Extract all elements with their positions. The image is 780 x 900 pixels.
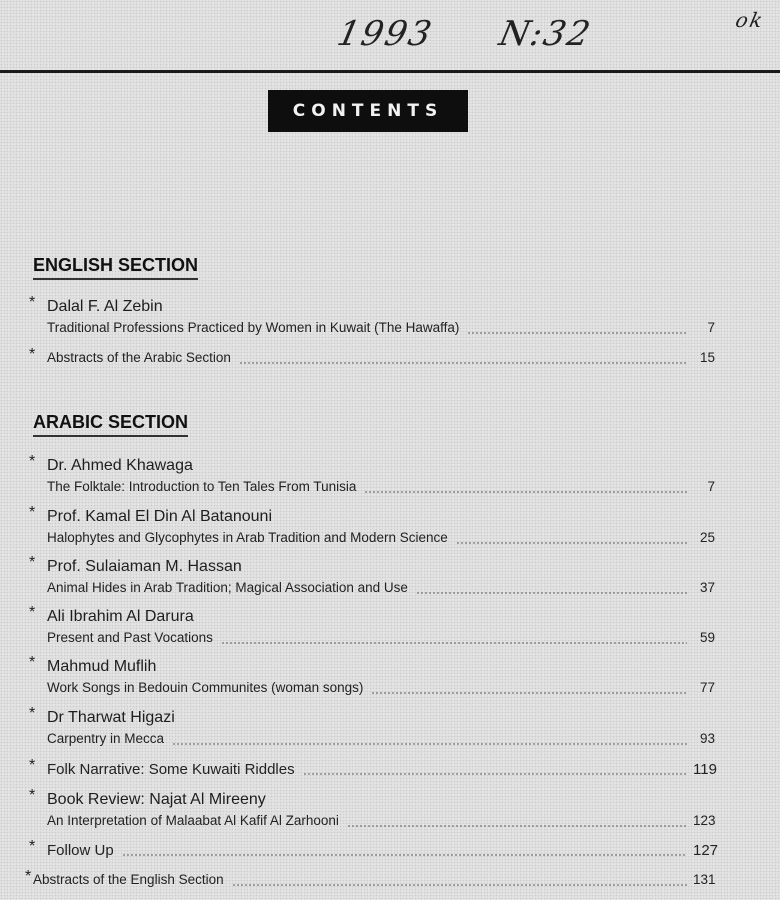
dot-leader [122,854,687,856]
entry-page: 127 [693,842,719,859]
entry-author: Dr. Ahmed Khawaga [47,457,193,474]
dot-leader [371,692,687,694]
entry-page: 119 [693,761,717,778]
entry-line [47,350,715,368]
entry-line [47,813,715,831]
dot-leader [172,743,687,745]
entry-author: Dalal F. Al Zebin [47,298,163,315]
entry-author: Prof. Kamal El Din Al Batanouni [47,508,273,525]
english-section-heading: ENGLISH SECTION [33,255,198,280]
entry-title: The Folktale: Introduction to Ten Tales From Tunisia [47,479,357,494]
contents-title-box [268,90,468,132]
entry-title: Halophytes and Glycophytes in Arab Tradition and Modern Science [47,530,448,545]
dot-leader [347,825,687,827]
entry-line [47,680,715,698]
entry-page: 59 [699,630,715,645]
asterisk-icon: * [29,604,36,621]
dot-leader [303,773,687,775]
entry-line [47,479,715,497]
entry-line [47,630,715,648]
entry-line [47,320,715,338]
entry-page: 25 [699,530,715,545]
entry-author: Book Review: Najat Al Mireeny [47,791,266,808]
asterisk-icon: * [29,294,36,311]
entry-title: Carpentry in Mecca [47,731,165,746]
asterisk-icon: * [29,554,36,571]
entry-line [47,580,715,598]
entry-title: An Interpretation of Malaabat Al Kafif Al Zarhooni [47,813,339,828]
entry-title: Abstracts of the Arabic Section [47,350,231,365]
entry-line [47,530,715,548]
asterisk-icon: * [29,346,36,363]
dot-leader [221,642,687,644]
entry-page: 7 [707,320,715,335]
entry-line [47,842,719,860]
handwritten-issue-number: N:32 [495,14,596,54]
contents-title: CONTENTS [292,101,444,121]
asterisk-icon: * [29,453,36,470]
entry-page: 131 [693,872,716,887]
entry-author: Ali Ibrahim Al Darura [47,608,194,625]
asterisk-icon: * [25,868,32,885]
asterisk-icon: * [29,757,36,774]
asterisk-icon: * [29,787,36,804]
entry-title: Animal Hides in Arab Tradition; Magical Association and Use [47,580,408,595]
dot-leader [416,592,687,594]
asterisk-icon: * [29,654,36,671]
asterisk-icon: * [29,838,36,855]
asterisk-icon: * [29,705,36,722]
dot-leader [456,542,687,544]
entry-page: 15 [699,350,715,365]
handwritten-year: 1993 [333,14,437,54]
entry-author: Prof. Sulaiaman M. Hassan [47,558,242,575]
entry-page: 77 [699,680,715,695]
entry-page: 37 [699,580,715,595]
entry-title: Folk Narrative: Some Kuwaiti Riddles [47,761,295,778]
entry-line [47,761,715,779]
entry-title: Present and Past Vocations [47,630,213,645]
entry-title: Follow Up [47,842,114,859]
entry-line [47,731,715,749]
dot-leader [232,884,687,886]
dot-leader [364,491,687,493]
entry-page: 123 [693,813,716,828]
dot-leader [239,362,687,364]
entry-page: 7 [707,479,715,494]
handwritten-ok-mark: ok [733,8,767,32]
entry-line [33,872,715,890]
entry-title: Traditional Professions Practiced by Women in Kuwait (The Hawaffa) [47,320,460,335]
entry-author: Mahmud Muflih [47,658,157,675]
entry-page: 93 [699,731,715,746]
entry-title: Work Songs in Bedouin Communites (woman songs) [47,680,364,695]
top-rule [0,70,780,73]
dot-leader [467,332,687,334]
entry-author: Dr Tharwat Higazi [47,709,175,726]
arabic-section-heading: ARABIC SECTION [33,412,188,437]
asterisk-icon: * [29,504,36,521]
entry-title: Abstracts of the English Section [33,872,224,887]
